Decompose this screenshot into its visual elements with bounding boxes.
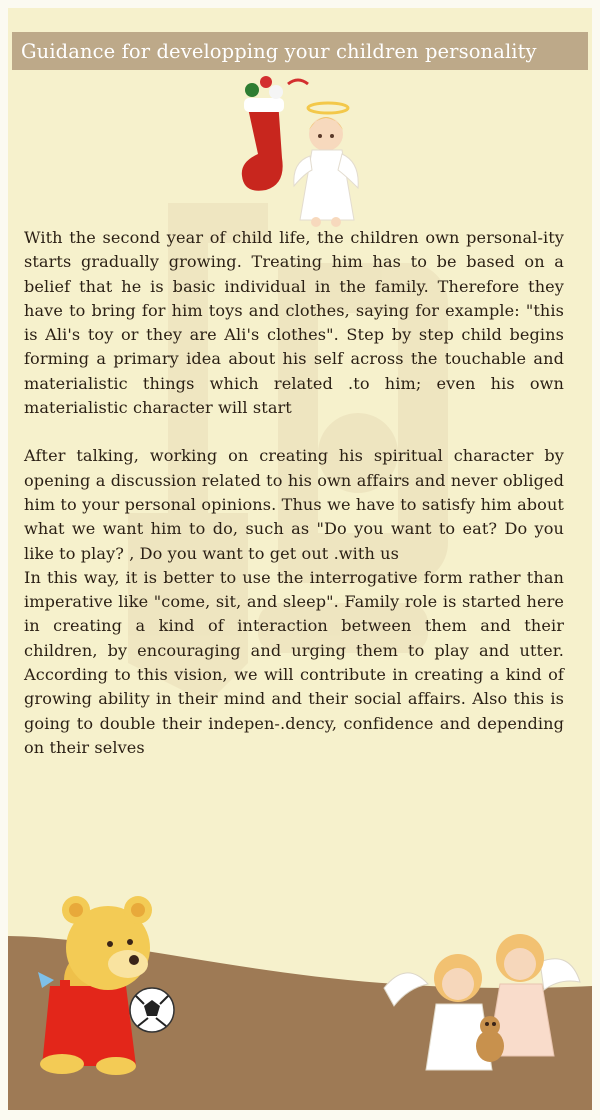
article-paragraph: In this way, it is better to use the interrogative form rather than imperative like "come, sit, and sleep". Family role is started here in creating a kind of interaction between them and their children, by encouraging and urging them to play and utter. According to this vision, we will contribute in creating a kind of growing ability in their mind and their social affairs. Also this is going to double their indepen-.dency, confidence and depending on their selves: [24, 567, 564, 757]
cherubs-puppy-illustration-icon: [374, 918, 584, 1078]
angel-stocking-illustration-icon: [230, 72, 360, 232]
page-title-bar: [12, 32, 588, 70]
page-title: Guidance for developping your children personality: [21, 39, 537, 63]
article-paragraph: After talking, working on creating his spiritual character by opening a discussion related to his own affairs and never obliged him to your personal opinions. Thus we have to satisfy him about what we want him to do, such as "Do you want to eat? Do you like to play? , Do you want to get out .with us: [24, 446, 564, 563]
article-body: [24, 226, 564, 760]
teddy-bear-illustration-icon: [20, 876, 180, 1076]
content-card: [8, 8, 592, 1110]
article-paragraph: With the second year of child life, the children own personal-ity starts gradually growing. Treating him has to be based on a belief that he is basic individual in the family. Therefore they have to bring for him toys and clothes, saying for example: "this is Ali's toy or they are Ali's clothes". Step by step child begins forming a primary idea about his self across the touchable and materialistic things which related .to him; even his own materialistic character will start: [24, 228, 564, 418]
